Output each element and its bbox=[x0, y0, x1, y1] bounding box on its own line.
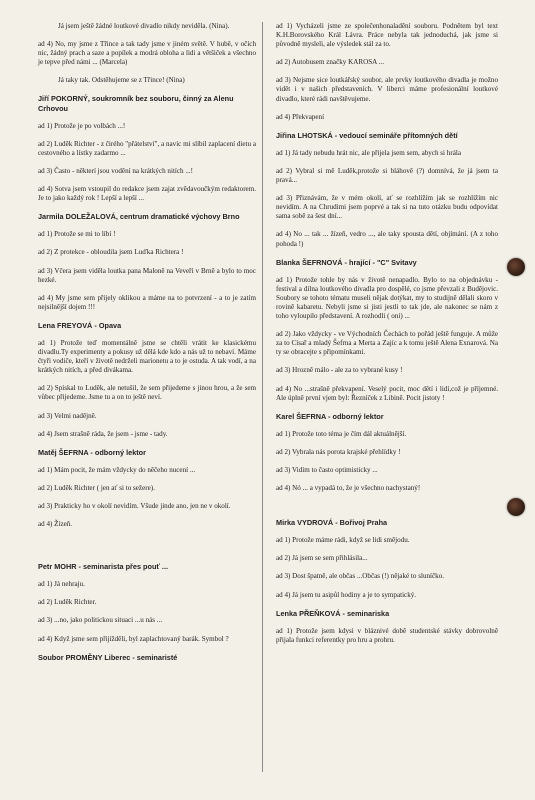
answer-paragraph: ad 3) Často - některí jsou vodění na krátkých nitích ...! bbox=[38, 166, 194, 175]
answer-paragraph: ad 2) Spískal to Luděk, ale netušil, že sem přijedeme s jinou hrou, a že sem vůbec přijedeme. Jsme tu a on to ještě neví. bbox=[38, 384, 256, 402]
answer-paragraph: ad 1) Já nehraju. bbox=[38, 580, 85, 589]
answer-paragraph: ad 4) Když jsme sem přijížděli, byl zaplachtovaný barák. Symbol ? bbox=[38, 634, 229, 643]
column-divider bbox=[262, 22, 263, 772]
left-column bbox=[38, 22, 256, 671]
section-heading: Jiří POKORNÝ, soukromník bez souboru, činný za Alenu Crhovou bbox=[38, 94, 234, 113]
section-heading: Blanka ŠEFRNOVÁ - hrající - "C" Svitavy bbox=[276, 257, 417, 267]
binder-hole-icon bbox=[507, 258, 525, 276]
answer-paragraph: ad 3) Přiznávám, že v mém okolí, ať se rozhlížím jak se rozhlížím nic nevidím. A na Chrudimi jsem poprvé a tak si na tuto otázku budu odpovídat sama sobě za šest dní... bbox=[276, 194, 498, 221]
spacer bbox=[276, 502, 498, 516]
answer-paragraph: ad 1) Protože tohle by nás v životě nenapadlo. Bylo to na objednávku - festival a dílna loutkového divadla pro dospělé, co jsme převzali z Budějovic. Soubory se tohoto tématu museli nějak dotýkat, my to studijně dělali skoro v rovině kabaretu. Nebyli jsme si jisti jestli to tak jde, ale nakonec se nám z toho vyloupilo představení. A rozhodli ( oni) ... bbox=[276, 275, 498, 321]
answer-paragraph: ad 2) Vybrala nás porota krajské přehlídky ! bbox=[276, 447, 401, 456]
answer-paragraph: ad 2) Já jsem se sem přihlásila... bbox=[276, 554, 368, 563]
answer-paragraph: ad 2) Luděk Richter ( jen ať si to sežere). bbox=[38, 483, 155, 492]
section-heading: Mirka VYDROVÁ - Bořivoj Praha bbox=[276, 518, 388, 528]
spacer bbox=[38, 538, 256, 560]
section-heading: Karel ŠEFRNA - odborný lektor bbox=[276, 411, 384, 421]
answer-paragraph: ad 4) My jsme sem přijely oklikou a máme na to potvrzení - a to je zatím nejsilnější dojem !!! bbox=[38, 293, 256, 311]
section-heading: Lena FREYOVÁ - Opava bbox=[38, 320, 122, 330]
answer-paragraph: ad 3) Prakticky ho v okolí nevidím. Všude jinde ano, jen ne v okolí. bbox=[38, 502, 231, 510]
answer-paragraph: ad 4) No ... tak ... žízeň, vedro ..., ale taky spousta dětí, objímání. (A z toho pohoda !) bbox=[276, 230, 498, 248]
answer-paragraph: ad 4) Překvapení bbox=[276, 112, 325, 121]
answer-paragraph: ad 2) Luděk Richter. bbox=[38, 598, 97, 607]
section-heading: Lenka PŘEŇKOVÁ - seminariska bbox=[276, 608, 390, 618]
answer-paragraph: ad 1) Protože máme rádi, když se lidi smějodu. bbox=[276, 536, 410, 545]
answer-paragraph: ad 3) Nejsme sice loutkářský soubor, ale prvky loutkového divadla je možno vidět i v našich představeních. V liberci máme profesionální loutkové divadlo, které rádi navštěvujeme. bbox=[276, 76, 498, 103]
paragraph: Já taky tak. Odstěhujeme se z Třince! (Nina) bbox=[58, 76, 185, 85]
answer-paragraph: ad 2) Z protekce - obloudila jsem Luďka Richtera ! bbox=[38, 248, 184, 257]
answer-paragraph: ad 4) Jsem strašně ráda, že jsem - jsme - tady. bbox=[38, 429, 168, 438]
answer-paragraph: ad 2) Luděk Richter - z čirého "přátelství", a navíc mi slíbil zaplacení dietu a cestovného a lístky zadarmo ... bbox=[38, 139, 256, 157]
answer-paragraph: ad 1) Protože se mi to líbí ! bbox=[38, 230, 116, 239]
answer-paragraph: ad 3) ...no, jako politickou situaci ...u nás ... bbox=[38, 616, 163, 625]
answer-paragraph: ad 1) Mám pocit, že mám vždycky do něčeho nucení ... bbox=[38, 465, 196, 474]
section-heading: Matěj ŠEFRNA - odborný lektor bbox=[38, 447, 146, 457]
answer-paragraph: ad 1) Já tady nebudu hrát nic, ale přijela jsem sem, abych si hrála bbox=[276, 148, 461, 157]
answer-paragraph: ad 4) Nó ... a vypadá to, že je všechno nachystaný! bbox=[276, 484, 421, 493]
answer-paragraph: ad 2) Vybral si mě Luděk,protože si bláhově (?) domnívá, že já jsem ta pravá... bbox=[276, 166, 498, 185]
answer-paragraph: ad 3) Hrozně málo - ale za to vybrané kusy ! bbox=[276, 366, 403, 375]
answer-paragraph: ad 4) Sotva jsem vstoupil do redakce jsem zajat zvědavoučkým redaktorem. Je to jako každý rok ! Lepší a lepší ... bbox=[38, 185, 256, 203]
answer-paragraph: ad 1) Protože toto téma je čím dál aktuálnější. bbox=[276, 429, 407, 438]
right-column bbox=[276, 22, 498, 654]
answer-paragraph: ad 3) Vidím to často optimisticky ... bbox=[276, 466, 378, 474]
answer-paragraph: ad 3) Včera jsem viděla loutka pana Maloně na Veveří v Brně a bylo to moc hezké. bbox=[38, 266, 256, 284]
answer-paragraph: ad 1) Vycházeli jsme ze společenhonaladění souboru. Podnětem byl text K.H.Borovského Král Lávra. Práce nebyla tak jednoduchá, jak jsme si původně mysleli, ale výsledek stál za to. bbox=[276, 22, 498, 49]
answer-paragraph: ad 4) Žízeň. bbox=[38, 520, 73, 529]
answer-paragraph: ad 4) Já jsem tu asipůl hodiny a je to sympatický. bbox=[276, 590, 417, 599]
answer-paragraph: ad 1) Protože teď momentálně jsme se chtěli vrátit ke klasickému divadlu.Ty experimenty a pokusy už dělá kde kdo a nás už to nebaví. Máme čtyři vodiče, kteří v životě nedrželi marionetu a to je ostuda. A tak vodí, a na krátkých nitích, a před divákama. bbox=[38, 338, 256, 375]
answer-paragraph: ad 2) Autobusem značky KAROSA ... bbox=[276, 58, 384, 67]
section-heading: Jiřina LHOTSKÁ - vedoucí semináře přítomných dětí bbox=[276, 130, 458, 140]
section-heading: Petr MOHR - seminarista přes pouť ... bbox=[38, 562, 169, 572]
paragraph: Já jsem ještě žádné loutkové divadlo nikdy neviděla. (Nina). bbox=[58, 22, 230, 30]
answer-paragraph: ad 3) Dost špatně, ale občas ...Občas (!) nějaké to sluníčko. bbox=[276, 572, 445, 581]
paragraph: ad 4) No, my jsme z Třince a tak tady jsme v jiném světě. V hubě, v očích nic, žádný prach a saze a popílek a modrá obloha a lidi a většiček a všechno je tepve před námi ... (Marcela) bbox=[38, 40, 256, 67]
answer-paragraph: ad 3) Velmi nadějně. bbox=[38, 411, 97, 420]
answer-paragraph: ad 1) Protože je po volbách ...! bbox=[38, 121, 126, 130]
answer-paragraph: ad 2) Jako vždycky - ve Východních Čechách to pořád ještě funguje. A může za to Císař a mladý Šefrna a Merta a Zajíc a k tomu ještě Alena Exnarová. Na ty se obracejte s připomínkami. bbox=[276, 330, 498, 357]
section-heading: Jarmila DOLEŽALOVÁ, centrum dramatické výchovy Brno bbox=[38, 212, 240, 222]
answer-paragraph: ad 1) Protože jsem kdysi v bláznivé době studentské stávky dobrovolně přijala funkci referentky pro hru a prohru. bbox=[276, 626, 498, 644]
answer-paragraph: ad 4) No ...strašně překvapení. Veselý pocit, moc dětí i lidí,což je příjemné. Ale úplně první vjem byl: Řezníček z Libině. Pocit jistoty ! bbox=[276, 384, 498, 402]
section-heading: Soubor PROMĚNY Liberec - seminaristé bbox=[38, 652, 178, 662]
binder-hole-icon bbox=[507, 498, 525, 516]
